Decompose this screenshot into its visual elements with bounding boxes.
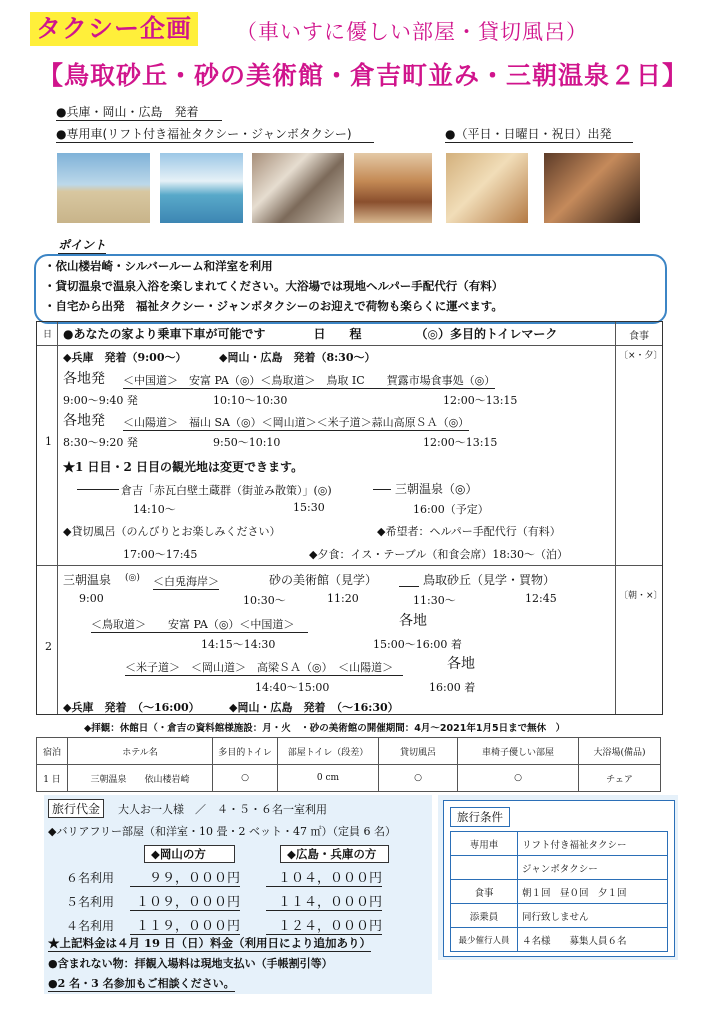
- condition-value: リフト付き福祉タクシー: [518, 832, 668, 856]
- fee-room: ◆バリアフリー部屋（和洋室・10 畳・2 ベット・47 ㎡）（定員 6 名）: [48, 825, 396, 838]
- day1-notice: ★1 日目・2 日目の観光地は変更できます。: [63, 460, 304, 474]
- fee-hiroshima-price: １１４，０００円: [266, 891, 382, 911]
- hotel-cell: チェア: [579, 765, 661, 792]
- table-row: [451, 856, 668, 880]
- day2-route3-time2: 16:00 着: [429, 681, 476, 694]
- fee-okayama-header: ◆岡山の方: [144, 845, 235, 863]
- condition-value: 朝１回 昼０回 夕１回: [518, 880, 668, 904]
- fee-row-label: ６名利用: [66, 871, 115, 885]
- fee-note: ●2 名・3 名参加もご相談ください。: [48, 977, 235, 990]
- condition-value: ジャンボタクシー: [518, 856, 668, 880]
- day1-bath: ◆貸切風呂（のんびりとお楽しみください）: [63, 525, 281, 538]
- day1-route2: ＜山陽道＞ 福山 SA（◎）＜岡山道＞＜米子道＞蒜山高原ＳＡ（◎）: [123, 416, 470, 429]
- day1-sight-time1: 14:10～: [133, 503, 176, 516]
- day2-meal: 〔朝・×〕: [619, 591, 663, 601]
- fee-hiroshima-header: ◆広島・兵庫の方: [280, 845, 389, 863]
- condition-label: 最少催行人員: [451, 928, 518, 952]
- day2-time4: 11:30～: [413, 594, 456, 607]
- table-row: [451, 880, 668, 904]
- day1-sight-time2: 15:30: [293, 501, 325, 514]
- point-item: ・依山楼岩崎・シルバールーム和洋室を利用: [44, 259, 273, 273]
- table-row: [37, 765, 661, 792]
- notes-line: ◆拝観：休館日（・倉吉の資料館様施設：月・火 ・砂の美術館の開催期間：4月～2021年1月5日まで無休 ）: [84, 723, 566, 734]
- day2-road: ＜白兎海岸＞: [153, 575, 219, 588]
- header-badge: [30, 12, 198, 46]
- hotel-cell: ○: [213, 765, 278, 792]
- photo-sand-museum: [252, 153, 344, 223]
- days-line: ●（平日・日曜日・祝日）出発: [445, 125, 633, 143]
- fee-okayama-price: １１９，０００円: [130, 915, 240, 935]
- hotel-col-private-bath: 貸切風呂: [379, 738, 458, 765]
- condition-value: 同行致しません: [518, 904, 668, 928]
- connector-line: [77, 488, 119, 490]
- conditions-table: [450, 831, 668, 952]
- hotel-cell: ○: [379, 765, 458, 792]
- day1-sight: 倉吉「赤瓦白壁土蔵群（街並み散策）」(◎): [121, 484, 332, 497]
- day2-route2-time2: 15:00～16:00 着: [373, 638, 462, 651]
- connector-line: [373, 488, 391, 490]
- day2-sand-dunes: 鳥取砂丘（見学・買物）: [423, 573, 556, 587]
- fee-box: [44, 795, 432, 994]
- day1-route1: ＜中国道＞ 安富 PA（◎）＜鳥取道＞ 鳥取 IC 賀露市場食事処（◎）: [123, 374, 496, 387]
- point-item: ・自宅から出発 福祉タクシー・ジャンボタクシーのお迎えで荷物も楽らくに運べます。: [44, 299, 503, 313]
- day1-route1-from: 各地発: [63, 371, 105, 387]
- day1-sight-time3: 16:00（予定）: [413, 503, 489, 516]
- hotel-col-name: ホテル名: [68, 738, 213, 765]
- fee-row-label: ４名利用: [66, 919, 115, 933]
- hotel-cell: 三朝温泉 依山楼岩崎: [68, 765, 213, 792]
- day1-route2-time1: 8:30～9:20 発: [63, 436, 138, 449]
- conditions-title: 旅行条件: [450, 807, 510, 827]
- fee-label: 旅行代金: [48, 799, 104, 818]
- hotel-col-multi-toilet: 多目的トイレ: [213, 738, 278, 765]
- day1-meal: 〔×・夕〕: [619, 351, 663, 361]
- day2-number: 2: [45, 640, 52, 653]
- day2-start: 三朝温泉: [63, 573, 112, 587]
- header-subtitle: （車いすに優しい部屋・貸切風呂）: [236, 20, 588, 44]
- day1-route2-from: 各地発: [63, 413, 105, 429]
- day2-time5: 12:45: [525, 592, 557, 605]
- day1-bath-time: 17:00～17:45: [123, 548, 198, 561]
- hotel-col-wheelchair-room: 車椅子優しい部屋: [458, 738, 579, 765]
- day1-route2-time2: 9:50～10:10: [213, 436, 281, 449]
- day1-route1-time2: 10:10～10:30: [213, 394, 288, 407]
- col-meal-header: 食事: [629, 331, 649, 342]
- photo-sand-dunes: [57, 153, 150, 223]
- fee-hiroshima-price: １０４，０００円: [266, 867, 382, 887]
- day1-route1-time1: 9:00～9:40 発: [63, 394, 138, 407]
- point-item: ・貸切温泉で温泉入浴を楽しまれてください。大浴場では現地ヘルパー手配代行（有料）: [44, 279, 504, 293]
- day2-time1: 9:00: [79, 592, 104, 605]
- day2-route3-time1: 14:40～15:00: [255, 681, 330, 694]
- points-heading: ポイント: [58, 238, 107, 252]
- points-box: [34, 254, 667, 324]
- day2-sand-museum: 砂の美術館（見学）: [269, 573, 378, 587]
- vehicle-line: ●専用車(リフト付き福祉タクシー・ジャンボタクシー): [56, 125, 374, 143]
- day2-time2: 10:30～: [243, 594, 286, 607]
- condition-label: 食事: [451, 880, 518, 904]
- day1-route1-time3: 12:00～13:15: [443, 394, 518, 407]
- photo-toilet: [446, 153, 528, 223]
- day2-start-mark: (◎): [125, 573, 140, 583]
- day2-route2: ＜鳥取道＞ 安富 PA（◎）＜中国道＞: [91, 616, 308, 633]
- schedule-table: [36, 321, 663, 715]
- day1-route2-time3: 12:00～13:15: [423, 436, 498, 449]
- fee-okayama-price: １０９，０００円: [130, 891, 240, 911]
- day2-route3: ＜米子道＞ ＜岡山道＞ 高梁ＳＡ（◎） ＜山陽道＞: [125, 659, 403, 676]
- col-main-header: ●あなたの家より乗車下車が可能です 日 程 （◎）多目的トイレマーク: [63, 327, 558, 341]
- hotel-col-stay: 宿泊: [37, 738, 68, 765]
- col-day-header: 日: [43, 330, 53, 340]
- table-row: [451, 928, 668, 952]
- hotel-cell: ○: [458, 765, 579, 792]
- hotel-col-large-bath: 大浴場(備品): [579, 738, 661, 765]
- day1-onsen: 三朝温泉（◎）: [395, 482, 478, 496]
- photo-hotel-room: [354, 153, 432, 223]
- fee-row-label: ５名利用: [66, 895, 115, 909]
- table-row: [451, 832, 668, 856]
- condition-label: 専用車: [451, 832, 518, 856]
- hotel-cell: 0 cm: [278, 765, 379, 792]
- condition-value: ４名様 募集人員６名: [518, 928, 668, 952]
- day1-helper: ◆希望者：ヘルパー手配代行（有料）: [377, 525, 561, 538]
- page-title: 【鳥取砂丘・砂の美術館・倉吉町並み・三朝温泉２日】: [38, 61, 689, 90]
- photo-private-bath: [544, 153, 640, 223]
- departure-line: ●兵庫・岡山・広島 発着: [56, 103, 222, 121]
- day1-dinner: ◆夕食：イス・テーブル（和食会席）18:30～（泊）: [309, 548, 569, 561]
- day2-arrive-okayama: ◆岡山・広島 発着 （～16:30）: [229, 701, 399, 714]
- fee-okayama-price: ９９，０００円: [130, 867, 240, 887]
- fee-note: ●含まれない物：拝観入場料は現地支払い（手帳割引等）: [48, 957, 333, 970]
- fee-note: ★上記料金は４月 19 日（日）料金（利用日により追加あり）: [48, 936, 372, 950]
- fee-hiroshima-price: １２４，０００円: [266, 915, 382, 935]
- conditions-box: [438, 795, 678, 960]
- day1-depart-hyogo: ◆兵庫 発着（9:00～）: [63, 351, 187, 364]
- hotel-table-header: [37, 738, 661, 765]
- hotel-cell: 1 日: [37, 765, 68, 792]
- connector-line: [399, 585, 419, 587]
- hotel-col-room-toilet: 部屋トイレ（段差）: [278, 738, 379, 765]
- day1-depart-okayama: ◆岡山・広島 発着（8:30～）: [219, 351, 376, 364]
- hotel-table: [36, 737, 661, 792]
- day2-route2-time1: 14:15～14:30: [201, 638, 276, 651]
- photo-coast: [160, 153, 243, 223]
- day2-route2-end: 各地: [399, 613, 427, 629]
- day2-arrive-hyogo: ◆兵庫 発着 （～16:00）: [63, 701, 200, 714]
- condition-label: 添乗員: [451, 904, 518, 928]
- day1-number: 1: [45, 435, 52, 448]
- header-badge-text: タクシー企画: [36, 14, 193, 43]
- day2-time3: 11:20: [327, 592, 359, 605]
- table-row: [451, 904, 668, 928]
- fee-per-person: 大人お一人様 ／ ４・５・６名一室利用: [118, 803, 327, 816]
- condition-label: [451, 856, 518, 880]
- conditions-inner: [443, 800, 675, 957]
- day2-route3-end: 各地: [447, 656, 475, 672]
